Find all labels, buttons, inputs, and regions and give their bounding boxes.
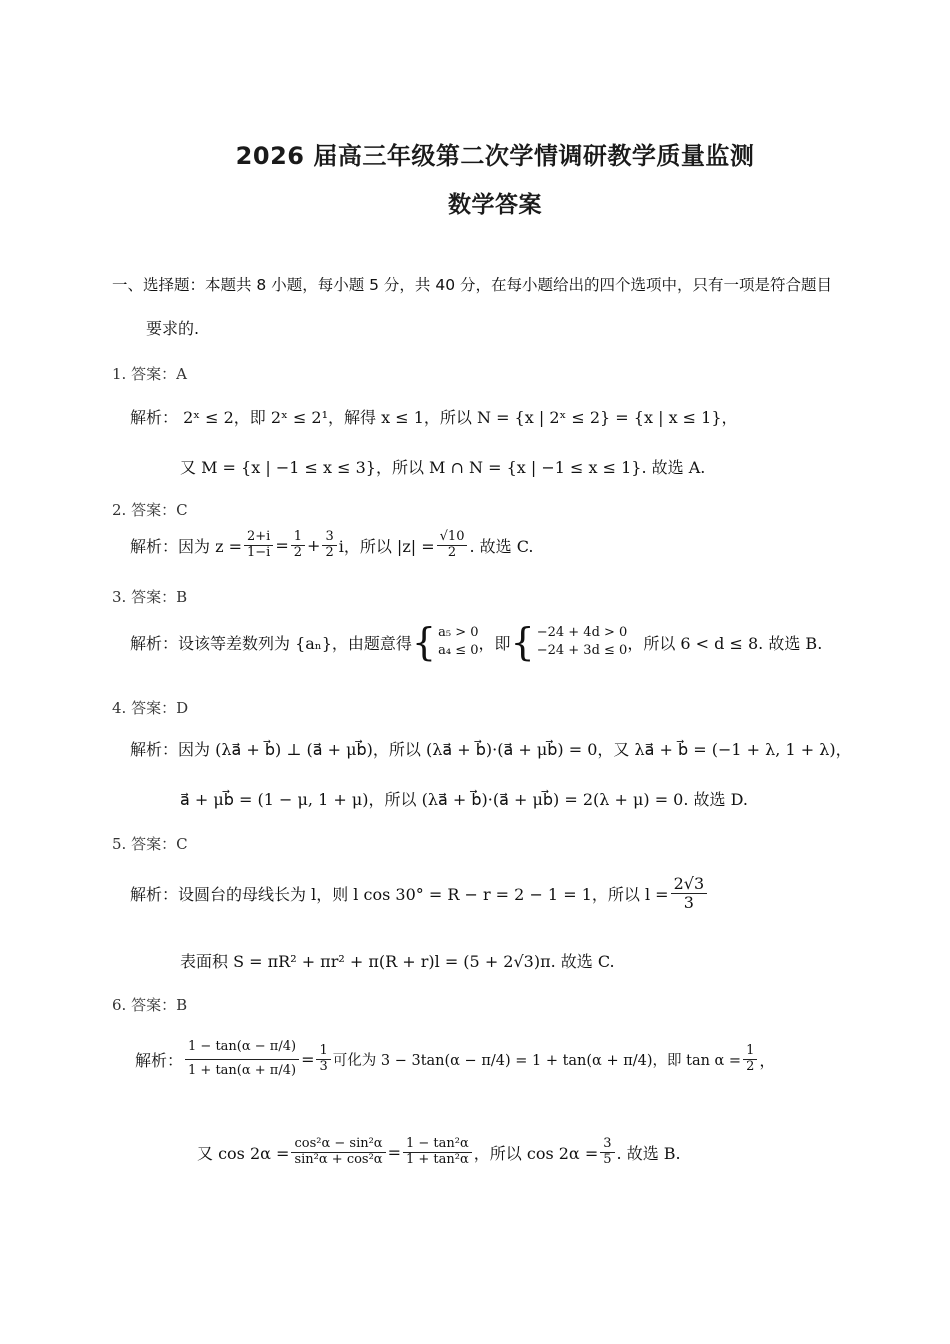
q6-fraction-result — [600, 1137, 614, 1168]
q2-f1-den: 1−i — [247, 544, 271, 560]
q6-answer: 6. 答案：B — [112, 996, 188, 1014]
q5-text-pre: 解析：设圆台的母线长为 l，则 l cos 30° = R − r = 2 − 1 = 1，所以 l = — [130, 885, 669, 905]
q6-fraction-cos2a — [291, 1137, 385, 1168]
q6-l2-post: . 故选 B. — [616, 1143, 681, 1163]
q3-answer: 3. 答案：B — [112, 588, 188, 606]
page-title: 2026 届高三年级第二次学情调研教学质量监测 — [235, 142, 755, 170]
q2-f1-num: 2+i — [244, 530, 273, 546]
q2-fraction-imag — [322, 530, 336, 561]
q1-solution-line1: 解析： 2ˣ ≤ 2，即 2ˣ ≤ 2¹，解得 x ≤ 1，所以 N = {x | 2ˣ ≤ 2} = {x | x ≤ 1}， — [130, 408, 738, 427]
q2-answer: 2. 答案：C — [112, 501, 188, 519]
q6-h-num: 1 — [743, 1044, 757, 1060]
q5-solution-line2: 表面积 S = πR² + πr² + π(R + r)l = (5 + 2√3)π. 故选 C. — [180, 952, 615, 971]
q6-c1-num: cos²α − sin²α — [291, 1137, 385, 1153]
q3-system-2: { −24 + 4d > 0 −24 + 3d ≤ 0 — [510, 620, 628, 664]
q2-fraction-modulus — [437, 530, 468, 561]
q4-solution-line2: a⃗ + μb⃗ = (1 − μ, 1 + μ)，所以 (λa⃗ + b⃗)·(a⃗ + μb⃗) = 2(λ + μ) = 0. 故选 D. — [180, 790, 748, 809]
q6-solution-line1 — [135, 1040, 775, 1079]
q6-eq: = — [301, 1049, 315, 1069]
q2-plus: + — [307, 535, 321, 555]
q4-answer: 4. 答案：D — [112, 699, 189, 717]
q6-l2-pre: 又 cos 2α = — [197, 1143, 290, 1163]
q6-big-den: 1 + tan(α + π/4) — [188, 1062, 297, 1078]
q6-c2-num: 1 − tan²α — [403, 1137, 472, 1153]
q1-answer: 1. 答案：A — [112, 365, 187, 383]
q6-o-num: 1 — [316, 1044, 330, 1060]
section-heading-line1: 一、选择题：本题共 8 小题，每小题 5 分，共 40 分，在每小题给出的四个选项中，只有一项是符合题目 — [112, 276, 833, 294]
q3-s2-row1: −24 + 4d > 0 — [536, 625, 628, 641]
q3-text-post: ，所以 6 < d ≤ 8. 故选 B. — [627, 633, 823, 653]
q6-text-pre: 解析： — [135, 1050, 184, 1070]
q3-text-mid: ，即 — [478, 633, 511, 653]
q5-answer: 5. 答案：C — [112, 835, 188, 853]
q6-fraction-tan — [403, 1137, 472, 1168]
q2-f3-den: 2 — [325, 544, 334, 560]
q2-f4-den: 2 — [447, 544, 457, 560]
q2-text-pre: 解析：因为 z = — [130, 536, 243, 556]
q3-s2-row2: −24 + 3d ≤ 0 — [536, 643, 628, 658]
section-heading-line2: 要求的. — [146, 319, 200, 338]
q6-solution-line2 — [197, 1137, 681, 1168]
q6-o-den: 3 — [319, 1058, 328, 1074]
q2-f2-den: 2 — [293, 544, 303, 560]
q5-f-num: 2√3 — [671, 875, 708, 894]
q6-comma: ， — [759, 1050, 776, 1070]
q3-s1-row1: a₅ > 0 — [438, 625, 479, 641]
q6-eq2: = — [387, 1142, 401, 1162]
q5-f-den: 3 — [683, 893, 694, 913]
q2-f2-num: 1 — [291, 530, 305, 546]
q6-fraction-big — [185, 1040, 299, 1079]
q6-h-den: 2 — [746, 1058, 755, 1074]
q3-system-1: { a₅ > 0 a₄ ≤ 0 — [411, 620, 479, 664]
q2-f4-num: √10 — [437, 530, 468, 546]
page-subtitle: 数学答案 — [448, 192, 542, 218]
q6-fraction-half — [743, 1044, 757, 1075]
q4-solution-line1: 解析：因为 (λa⃗ + b⃗) ⊥ (a⃗ + μb⃗)，所以 (λa⃗ + b⃗)·(a⃗ + μb⃗) = 0，又 λa⃗ + b⃗ = (−1 + λ, 1 + λ)， — [130, 740, 852, 759]
q5-solution-line1 — [130, 875, 709, 913]
q6-big-num: 1 − tan(α − π/4) — [185, 1040, 299, 1060]
q6-c3-den: 5 — [603, 1151, 612, 1167]
q6-fraction-third — [316, 1044, 330, 1075]
q2-text-post: . 故选 C. — [469, 536, 534, 556]
q2-text-mid: i，所以 |z| = — [338, 536, 435, 556]
q3-text-pre: 解析：设该等差数列为 {aₙ}，由题意得 — [130, 633, 412, 653]
q3-solution — [130, 620, 823, 664]
q2-solution — [130, 530, 534, 561]
q1-solution-line2: 又 M = {x | −1 ≤ x ≤ 3}，所以 M ∩ N = {x | −1 ≤ x ≤ 1}. 故选 A. — [180, 458, 706, 477]
q2-fraction-z — [244, 530, 273, 561]
q5-fraction-l — [671, 875, 708, 913]
q6-c1-den: sin²α + cos²α — [294, 1151, 383, 1167]
q6-text-mid: 可化为 3 − 3tan(α − π/4) = 1 + tan(α + π/4)，即 tan α = — [332, 1052, 742, 1069]
q6-c3-num: 3 — [600, 1137, 614, 1153]
q2-fraction-real — [291, 530, 305, 561]
q6-l2-mid: ，所以 cos 2α = — [473, 1143, 599, 1163]
q3-s1-row2: a₄ ≤ 0 — [438, 643, 479, 658]
q6-c2-den: 1 + tan²α — [406, 1151, 469, 1167]
q2-eq: = — [275, 535, 289, 555]
q2-f3-num: 3 — [322, 530, 336, 546]
